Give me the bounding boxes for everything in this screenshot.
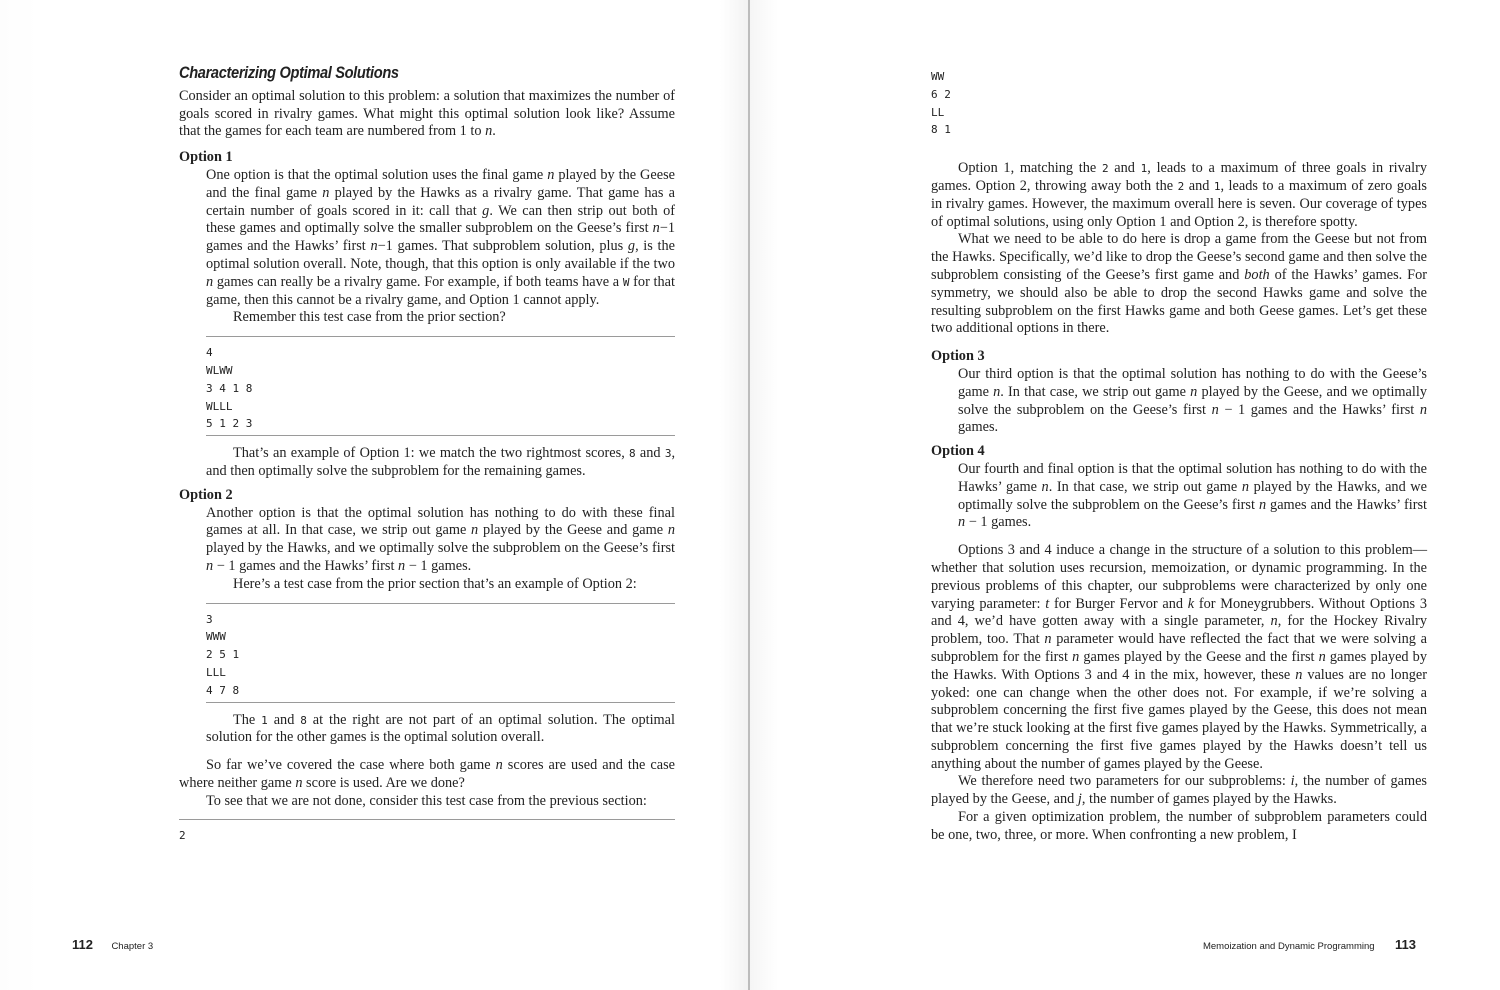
code-line: LL — [931, 105, 945, 119]
code-line: 3 — [206, 612, 213, 626]
running-head: Chapter 3 — [111, 941, 154, 952]
option2-example: Here’s a test case from the prior section that’s an example of Option 2: — [233, 575, 637, 592]
closing-paragraph: So far we’ve covered the case where both game n scores are used and the case where neither game n score is used. Are we done? — [179, 757, 675, 791]
right-text-column — [931, 68, 1427, 845]
option2-title: Option 2 — [179, 486, 233, 503]
right-page — [750, 0, 1500, 990]
code-line: WWW — [206, 630, 226, 644]
code-line: 3 4 1 8 — [206, 381, 253, 395]
code-line: 4 7 8 — [206, 683, 240, 697]
running-head: Memoization and Dynamic Programming — [1202, 941, 1375, 952]
two-parameters-paragraph: We therefore need two parameters for our subproblems: i, the number of games played by the Geese, and j, the number of games played by the Hawks. — [931, 773, 1427, 808]
option3-title: Option 3 — [931, 348, 985, 365]
code-line: WLWW — [206, 363, 233, 377]
code-line: 4 — [206, 346, 213, 360]
left-folio — [72, 936, 153, 954]
spotty-paragraph: Option 1, matching the 2 and 1, leads to a maximum of three goals in rivalry games. Option 2, throwing away both the 2 and 1, leads to a maximum of zero goals in rivalry games. However, the maximum overall here is seven. Our coverage of types of optimal solutions, using only Option 1 and Option 2, is therefore spotty. — [931, 160, 1428, 230]
option4-body: Our fourth and final option is that the optimal solution has nothing to do with the Hawks’ game n. In that case, we strip out game n played by the Hawks, and we optimally solve the subproblem on the Geese’s first n games and the Hawks’ first n − 1 games. — [958, 460, 1427, 531]
code-line: 2 — [179, 829, 186, 843]
option2-code-block — [206, 603, 675, 703]
option1-title: Option 1 — [179, 149, 233, 166]
options-3-4-paragraph: Options 3 and 4 induce a change in the structure of a solution to this problem—whether that solution uses recursion, memoization, or dynamic programming. In the previous problems of this chapter, our subproblems were characterized by only one varying parameter: t for Burger Fervor and k for Moneygrubbers. Without Options 3 and 4, we’d have gotten away with a single parameter, n, for the Hockey Rivalry problem, too. That n parameter would have reflected the fact that we were solving a subproblem for the first n games played by the Geese and the first n games played by the Hawks. With Options 3 and 4 in the mix, however, these n values are no longer yoked: one can change when the other does not. For example, if we’re solving a subproblem concerning the first five games played by the Geese, this does not mean that we’re stuck looking at the first five games played by the Hawks. Symmetrically, a subproblem concerning the first five games played by the Hawks doesn’t tell us anything about the number of games played by the Geese. — [931, 542, 1427, 772]
code-line: 2 5 1 — [206, 648, 240, 662]
page-number: 112 — [72, 937, 93, 952]
code-block-continued — [931, 68, 1427, 139]
option1-body: One option is that the optimal solution uses the final game n played by the Geese and the final game n played by the Hawks as a rivalry game. That game has a certain number of goals scored in it: call that g. We can then strip out both of these games and optimally solve the smaller subproblem on the Geese’s first n−1 games and the Hawks’ first n−1 games. That subproblem solution, plus g, is the optimal solution overall. Note, though, that this option is only available if the two n games can really be a rivalry game. For example, if both teams have a W for that game, then this cannot be a rivalry game, and Option 1 cannot apply. — [206, 166, 675, 308]
intro-paragraph: Consider an optimal solution to this problem: a solution that maximizes the number of goals scored in rivalry games. What might this optimal solution look like? Assume that the games for each team are numbered from 1 to n. — [179, 87, 675, 140]
code-block-start — [179, 819, 675, 847]
option2-after: The 1 and 8 at the right are not part of an optimal solution. The optimal solution for the other games is the optimal solution overall. — [206, 711, 675, 746]
code-line: WW — [931, 70, 945, 83]
option3-body: Our third option is that the optimal solution has nothing to do with the Geese’s game n. In that case, we strip out game n played by the Geese, and we optimally solve the subproblem on the Geese’s first n − 1 games and the Hawks’ first n games. — [958, 365, 1427, 436]
option1-code-block — [206, 336, 675, 436]
subproblem-parameters-paragraph: For a given optimization problem, the number of subproblem parameters could be one, two, three, or more. When confronting a new problem, I — [931, 809, 1427, 843]
right-folio — [1203, 936, 1416, 954]
code-line: 8 1 — [931, 123, 951, 137]
option4-title: Option 4 — [931, 443, 985, 460]
drop-game-paragraph: What we need to be able to do here is drop a game from the Geese but not from the Hawks. Specifically, we’d like to drop the Geese’s second game and then solve the subproblem consisting of the Geese’s first game and both of the Hawks’ games. For symmetry, we should also be able to drop the second Hawks game and solve the resulting subproblem on the first Hawks game and both Geese games. Let’s get these two additional options in there. — [931, 231, 1427, 337]
option1-remember: Remember this test case from the prior section? — [233, 309, 506, 326]
page-number: 113 — [1395, 937, 1416, 952]
code-line: 6 2 — [931, 87, 951, 101]
section-heading: Characterizing Optimal Solutions — [179, 63, 399, 82]
option1-after: That’s an example of Option 1: we match the two rightmost scores, 8 and 3, and then optimally solve the subproblem for the remaining games. — [206, 445, 676, 479]
option2-body: Another option is that the optimal solution has nothing to do with these final games at all. In that case, we strip out game n played by the Geese and game n played by the Hawks, and we optimally solve the subproblem on the Geese’s first n − 1 games and the Hawks’ first n − 1 games. — [206, 504, 676, 574]
code-line: LLL — [206, 665, 226, 679]
code-line: WLLL — [206, 399, 233, 413]
closing-paragraph-2: To see that we are not done, consider this test case from the previous section: — [206, 792, 647, 809]
left-text-column — [179, 64, 675, 856]
left-page — [0, 0, 748, 990]
code-line: 5 1 2 3 — [206, 417, 253, 431]
